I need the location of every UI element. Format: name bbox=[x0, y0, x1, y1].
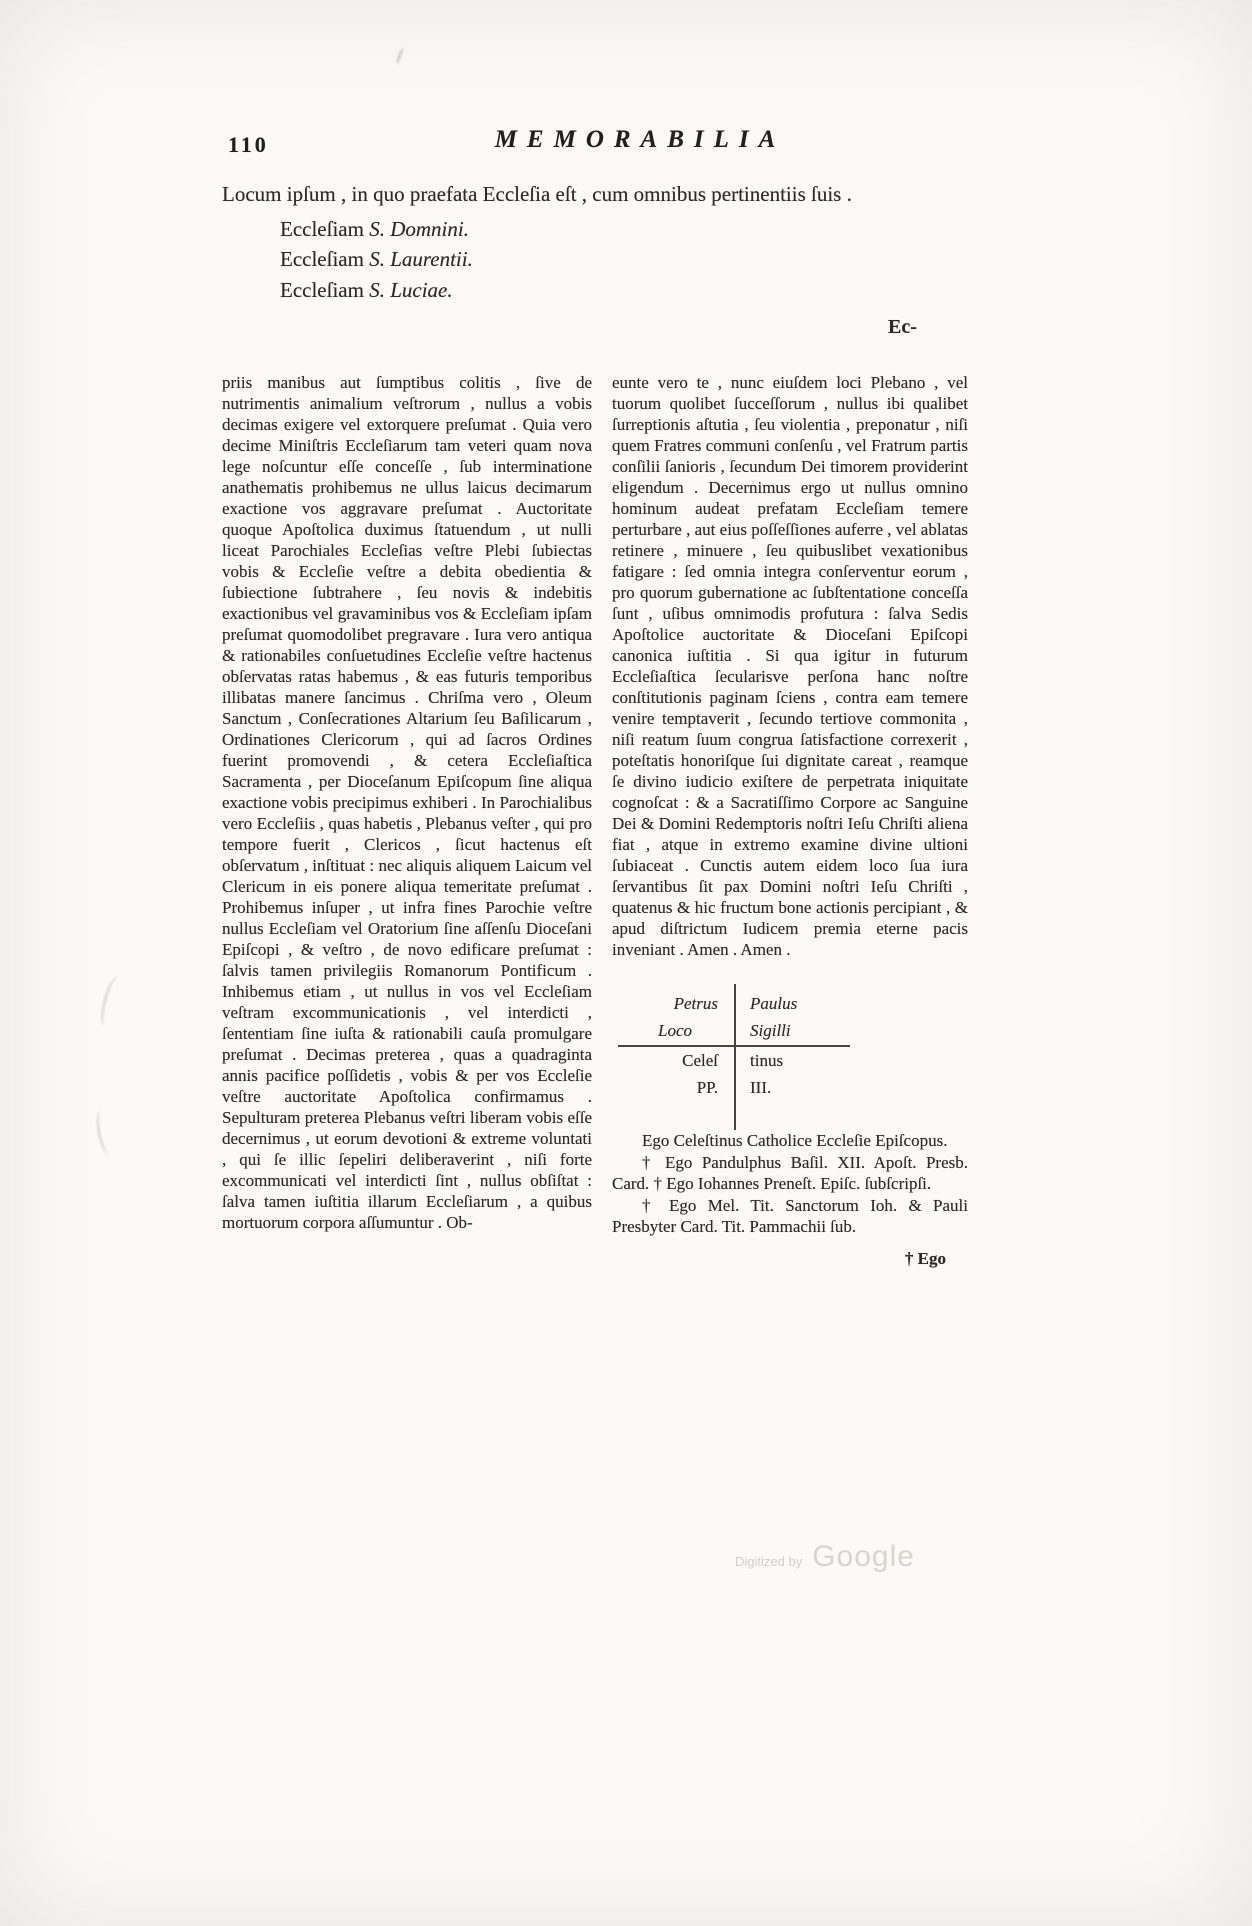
right-column-text: eunte vero te , nunc eiuſdem loci Plebano , vel tuorum quolibet ſucceſſorum , nullus ibi qualibet ſurreptionis aſtutia , ſeu violentia , preponatur , niſi quem Fratres communi conſenſu , vel Fratrum partis conſilii ſanioris , ſecundum Dei timorem providerint eligendum . Decernimus ergo ut nullus omnino hominum audeat prefatam Eccleſiam temere perturbare , aut eius poſſeſſiones auferre , vel ablatas retinere , minuere , ſeu quibuslibet vexationibus fatigare : ſed omnia integra conſerventur eorum , pro quorum gubernatione ac ſubſtentatione conceſſa ſunt , uſibus omnimodis profutura : ſalva Sedis Apoſtolice auctoritate & Dioceſani Epiſcopi canonica iuſtitia . Si qua igitur in futurum Eccleſiaſtica ſecularisve perſona hanc noſtre conſtitutionis paginam ſciens , contra eam temere venire temptaverit , ſecundo tertiove commonita , niſi reatum ſuum congrua ſatisfactione correxerit , poteſtatis honoriſque ſui dignitate careat , reamque ſe divino iudicio exiſtere de perpetrata iniquitate cognoſcat : & a Sacratiſſimo Corpore ac Sanguine Dei & Domini Redemptoris noſtri Ieſu Chriſti aliena fiat , atque in extremo examine divine ultioni ſubiaceat . Cunctis autem eidem loco ſua iura ſervantibus ſit pax Domini noſtri Ieſu Chriſti , quatenus & hic fructum bone actionis percipiant , & apud diſtrictum Iudicem premia eterne pacis inveniant . Amen . Amen . bbox=[612, 373, 968, 959]
signature-paragraph: † Ego Mel. Tit. Sanctorum Ioh. & Pauli Presbyter Card. Tit. Pammachii ſub. bbox=[612, 1195, 968, 1236]
signature-paragraph: Ego Celeſtinus Catholice Eccleſie Epiſcopus. bbox=[642, 1131, 948, 1150]
page-number: 110 bbox=[228, 132, 269, 157]
church-prefix: Eccleſiam bbox=[280, 277, 364, 302]
seal-title-right: III. bbox=[750, 1078, 772, 1097]
running-title: MEMORABILIA bbox=[494, 126, 786, 153]
church-list-item bbox=[280, 275, 968, 305]
church-name: S. Laurentii. bbox=[369, 247, 473, 272]
church-list bbox=[222, 214, 968, 305]
seal-paulus: Paulus bbox=[750, 994, 798, 1013]
church-name: S. Luciae. bbox=[369, 277, 453, 302]
intro-section bbox=[222, 180, 968, 305]
catchword-bottom: † Ego bbox=[904, 1248, 946, 1268]
scan-artifact bbox=[94, 1109, 117, 1155]
body-column-right bbox=[612, 372, 968, 1269]
seal-sigilli-label: Sigilli bbox=[750, 1021, 791, 1040]
church-list-item bbox=[280, 244, 968, 274]
seal-vertical-line bbox=[734, 984, 736, 1130]
catchword-top: Ec- bbox=[888, 316, 917, 338]
church-prefix: Eccleſiam bbox=[280, 247, 364, 272]
seal-block bbox=[634, 990, 834, 1102]
seal-petrus: Petrus bbox=[673, 994, 718, 1013]
seal-loco-label: Loco bbox=[658, 1021, 692, 1040]
intro-paragraph: Locum ipſum , in quo praefata Eccleſia eſt , cum omnibus pertinentiis ſuis . bbox=[222, 182, 852, 206]
church-list-item bbox=[280, 214, 968, 244]
google-watermark bbox=[735, 1540, 915, 1574]
body-column-left bbox=[222, 372, 592, 1233]
seal-horizontal-line bbox=[618, 1045, 850, 1047]
seal-title-left: PP. bbox=[696, 1078, 718, 1097]
church-name: S. Domnini. bbox=[369, 216, 469, 241]
scan-artifact bbox=[395, 48, 405, 65]
signature-paragraph: † Ego Pandulphus Baſil. XII. Apoſt. Presb. Card. † Ego Iohannes Preneſt. Epiſc. ſubſcripſi. bbox=[612, 1152, 968, 1193]
seal-name-right: tinus bbox=[750, 1051, 784, 1070]
left-column-text: priis manibus aut ſumptibus colitis , ſive de nutrimentis animalium veſtrorum , nullus a vobis decimas exigere vel extorquere preſumat . Quia vero decime Miniſtris Eccleſiarum tam veteri quam nova lege noſcuntur eſſe conceſſe , ſub interminatione anathematis prohibemus ne ullus laicus decimarum exactione vos aggravare preſumat . Auctoritate quoque Apoſtolica duximus ſtatuendum , ut nulli liceat Parochiales Eccleſias veſtre Plebi ſubiectas vobis & Eccleſie veſtre a debita obedientia & ſubiectione ſubtrahere , ſeu novis & indebitis exactionibus vel gravaminibus vos & Eccleſiam ipſam preſumat quomodolibet pregravare . Iura vero antiqua & rationabiles conſuetudines Eccleſie veſtre hactenus obſervatas ratas habemus , & eas futuris temporibus illibatas manere ſancimus . Chriſma vero , Oleum Sanctum , Conſecrationes Altarium ſeu Baſilicarum , Ordinationes Clericorum , qui ad ſacros Ordines fuerint promovendi , & cetera Eccleſiaſtica Sacramenta , per Dioceſanum Epiſcopum ſine aliqua exactione vobis precipimus exhiberi . In Parochialibus vero Eccleſiis , quas habetis , Plebanus veſter , qui pro tempore fuerit , Clericos , ſicut hactenus eſt obſervatum , inſtituat : nec aliquis aliquem Laicum vel Clericum in eis ponere aliqua temeritate preſumat . Prohibemus inſuper , ut infra fines Parochie veſtre nullus Eccleſiam vel Oratorium ſine aſſenſu Dioceſani Epiſcopi , & veſtro , de novo edificare preſumat : ſalvis tamen privilegiis Romanorum Pontificum . Inhibemus etiam , ut nullus in vos vel Eccleſiam veſtram excommunicationis , vel interdicti , ſententiam ſine iuſta & rationabili cauſa promulgare preſumat . Decimas preterea , quas a quadraginta annis pacifice poſſidetis , vobis & per vos Eccleſie veſtre auctoritate Apoſtolica confirmamus . Sepulturam preterea Plebanus veſtri liberam vobis eſſe decernimus , ut eorum devotioni & extreme voluntati , qui ſe illic ſepeliri deliberaverint , niſi forte excommunicati vel interdicti ſint , nullus obſiſtat : ſalva tamen iuſtitia illarum Eccleſiarum , a quibus mortuorum corpora aſſumuntur . Ob- bbox=[222, 373, 592, 1232]
watermark-brand: Google bbox=[812, 1540, 915, 1573]
scan-artifact bbox=[98, 974, 126, 1028]
church-prefix: Eccleſiam bbox=[280, 216, 364, 241]
watermark-prefix: Digitized by bbox=[735, 1554, 803, 1569]
seal-name-left: Celeſ bbox=[682, 1051, 718, 1070]
